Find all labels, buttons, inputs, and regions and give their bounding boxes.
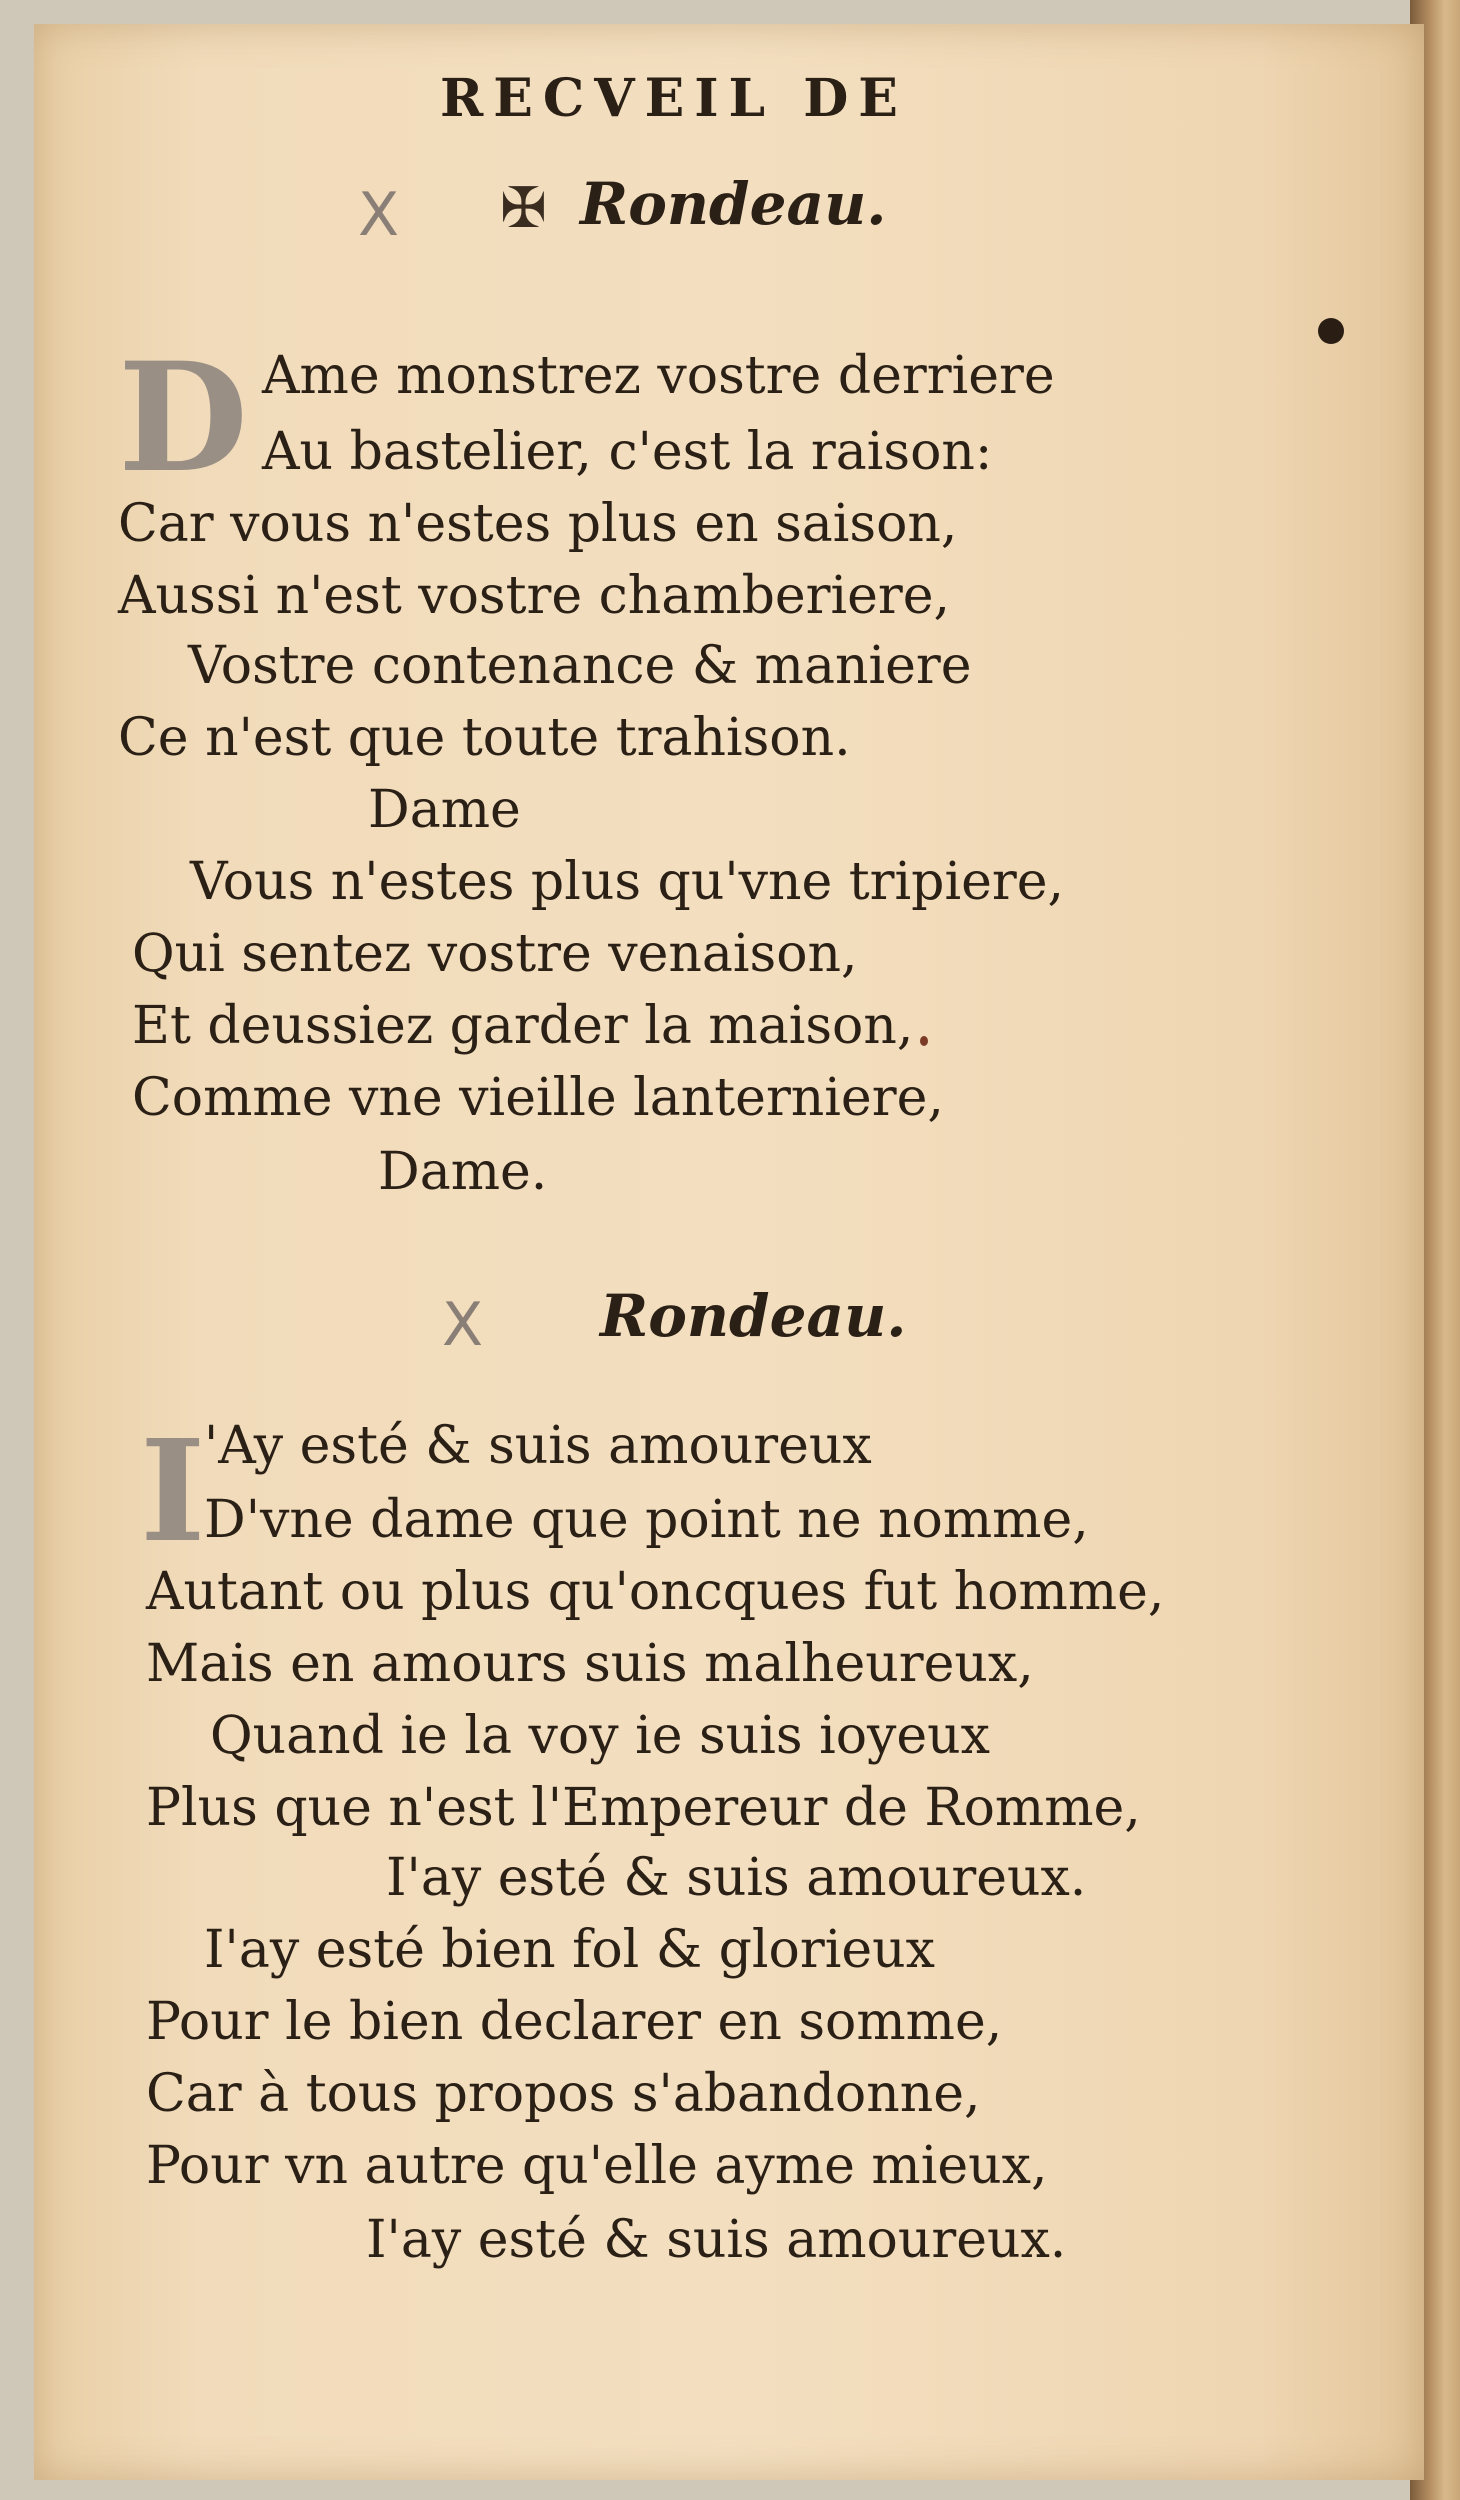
section2-line-10: Car à tous propos s'abandonne, (146, 2064, 981, 2124)
ink-blot (920, 1036, 928, 1046)
section1-line-4: Aussi n'est vostre chamberiere, (118, 566, 951, 626)
section1-line-2: Au bastelier, c'est la raison: (262, 422, 993, 482)
section2-dropcap: I (140, 1410, 206, 1574)
section2-line-9: Pour le bien declarer en somme, (146, 1992, 1003, 2052)
section1-line-9: Qui sentez vostre venaison, (132, 924, 858, 984)
section2-title: Rondeau. (600, 1282, 907, 1350)
section2-line-12: I'ay esté & suis amoureux. (366, 2210, 1067, 2270)
section1-line-8: Vous n'estes plus qu'vne tripiere, (190, 852, 1065, 912)
section1-mark: X (358, 180, 400, 250)
section2-line-6: Plus que n'est l'Empereur de Romme, (146, 1778, 1141, 1838)
ink-blot (1318, 318, 1344, 344)
section2-line-7: I'ay esté & suis amoureux. (386, 1848, 1087, 1908)
section2-line-2: D'vne dame que point ne nomme, (204, 1490, 1089, 1550)
section1-line-12: Dame. (378, 1142, 548, 1202)
section2-line-11: Pour vn autre qu'elle ayme mieux, (146, 2136, 1048, 2196)
section1-line-11: Comme vne vieille lanterniere, (132, 1068, 944, 1128)
section1-line-10: Et deussiez garder la maison, (132, 996, 914, 1056)
section1-line-7: Dame (368, 780, 521, 840)
section1-dropcap: D (118, 330, 249, 506)
section2-line-8: I'ay esté bien fol & glorieux (204, 1920, 935, 1980)
section1-line-3: Car vous n'estes plus en saison, (118, 494, 958, 554)
section2-mark: X (442, 1290, 484, 1360)
section1-line-5: Vostre contenance & maniere (188, 636, 972, 696)
section2-line-3: Autant ou plus qu'oncques fut homme, (146, 1562, 1165, 1622)
section1-line-6: Ce n'est que toute trahison. (118, 708, 851, 768)
section1-title: Rondeau. (580, 170, 887, 238)
section2-line-4: Mais en amours suis malheureux, (146, 1634, 1034, 1694)
section2-line-5: Quand ie la voy ie suis ioyeux (210, 1706, 990, 1766)
running-head: RECVEIL DE (440, 68, 908, 129)
section1-line-1: Ame monstrez vostre derriere (262, 346, 1055, 406)
section1-fleuron-icon: ✠ (500, 176, 547, 241)
section2-line-1: 'Ay esté & suis amoureux (204, 1416, 872, 1476)
